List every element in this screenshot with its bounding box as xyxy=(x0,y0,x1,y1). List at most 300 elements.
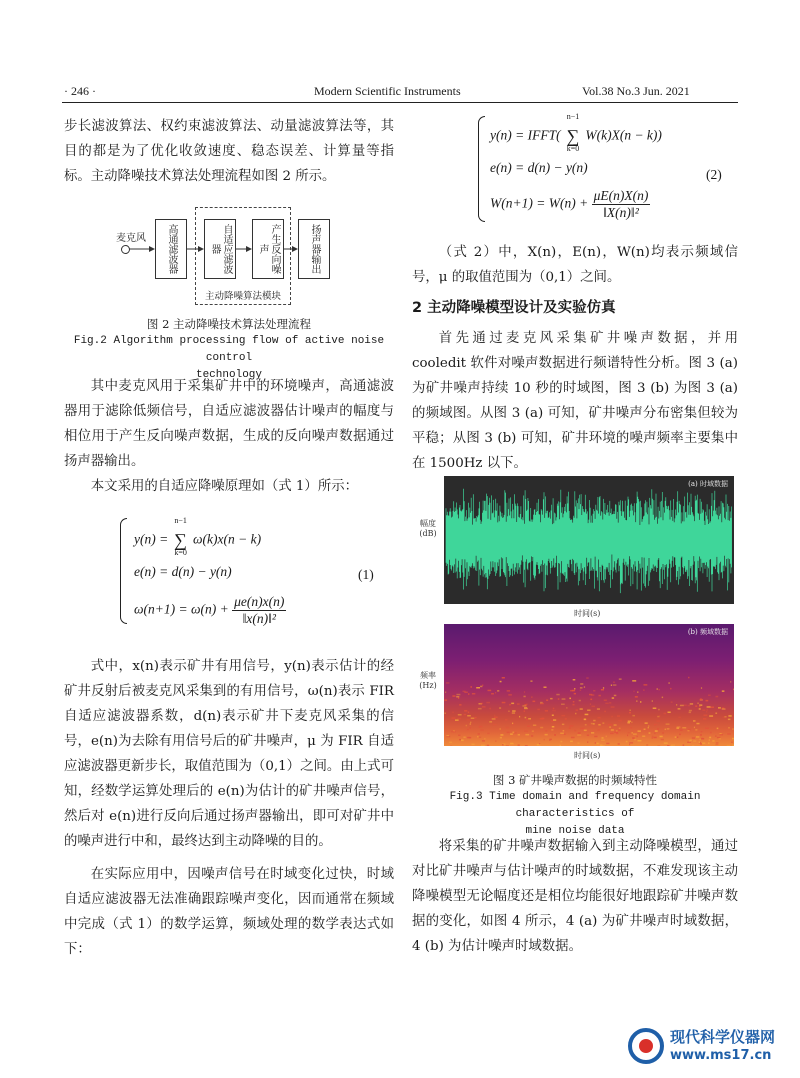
spectrogram-speck xyxy=(668,712,671,714)
spectrogram-speck xyxy=(455,719,459,721)
fig3a-time-domain-plot xyxy=(444,476,734,604)
spectrogram-speck xyxy=(495,740,496,742)
spectrogram-speck xyxy=(631,722,632,724)
spectrogram-speck xyxy=(700,734,702,736)
journal-name: Modern Scientific Instruments xyxy=(314,84,461,98)
spectrogram-speck xyxy=(574,693,576,695)
journal-issue: Vol.38 No.3 Jun. 2021 xyxy=(582,84,690,98)
spectrogram-speck xyxy=(732,738,734,740)
spectrogram-speck xyxy=(479,737,481,739)
spectrogram-speck xyxy=(594,736,597,738)
spectrogram-speck xyxy=(512,710,516,712)
spectrogram-speck xyxy=(649,732,651,734)
fig3a-ylabel: 幅度(dB) xyxy=(419,519,437,538)
module-label: 主动降噪算法模块 xyxy=(205,291,282,302)
spectrogram-speck xyxy=(471,686,472,688)
spectrogram-speck xyxy=(709,715,713,717)
spectrogram-speck xyxy=(575,713,576,715)
spectrogram-speck xyxy=(703,718,706,720)
spectrogram-speck xyxy=(580,690,581,692)
fig3a-waveform xyxy=(444,476,734,604)
right-paragraph-2: 首先通过麦克风采集矿井噪声数据，并用 cooledit 软件对噪声数据进行频谱特性分析。图 3 (a)为矿井噪声持续 10 秒的时域图，图 3 (b) 为图 3 (a)的频域图。从图 3 (a) 可知，矿井噪声分布密集但较为平稳；从图 3 (b) 可知，矿井环境的噪声频率主要集中在 1500Hz 以下。 xyxy=(412,331,738,471)
spectrogram-speck xyxy=(512,732,514,734)
spectrogram-speck xyxy=(732,728,734,730)
spectrogram-speck xyxy=(722,708,726,710)
spectrogram-speck xyxy=(619,728,621,730)
spectrogram-speck xyxy=(659,689,660,691)
spectrogram-speck xyxy=(728,727,729,729)
spectrogram-speck xyxy=(629,712,631,714)
equation-1-brace xyxy=(120,518,127,624)
spectrogram-speck xyxy=(598,717,601,719)
spectrogram-speck xyxy=(646,744,648,746)
spectrogram-speck xyxy=(573,679,576,681)
spectrogram-speck xyxy=(627,722,630,724)
spectrogram-speck xyxy=(611,706,615,708)
spectrogram-speck xyxy=(665,729,666,731)
spectrogram-speck xyxy=(595,742,596,744)
page-number: · 246 · xyxy=(64,84,96,98)
spectrogram-speck xyxy=(494,715,495,717)
spectrogram-speck xyxy=(533,701,536,703)
spectrogram-speck xyxy=(446,736,450,738)
spectrogram-speck xyxy=(551,729,553,731)
spectrogram-speck xyxy=(561,704,565,706)
spectrogram-speck xyxy=(706,700,709,702)
spectrogram-speck xyxy=(657,728,659,730)
spectrogram-speck xyxy=(669,682,670,684)
spectrogram-speck xyxy=(482,685,483,687)
spectrogram-speck xyxy=(644,684,648,686)
spectrogram-speck xyxy=(590,699,592,701)
eq2-line3a: W(n+1) = W(n) + xyxy=(490,195,592,211)
spectrogram-speck xyxy=(706,709,708,711)
spectrogram-speck xyxy=(459,739,461,741)
spectrogram-speck xyxy=(679,734,681,736)
spectrogram-speck xyxy=(611,685,612,687)
spectrogram-speck xyxy=(699,708,701,710)
spectrogram-speck xyxy=(626,741,628,743)
spectrogram-speck xyxy=(452,717,456,719)
spectrogram-speck xyxy=(453,731,456,733)
spectrogram-speck xyxy=(540,727,543,729)
spectrogram-speck xyxy=(480,686,482,688)
spectrogram-speck xyxy=(662,732,664,734)
spectrogram-speck xyxy=(545,710,548,712)
spectrogram-speck xyxy=(562,724,564,726)
spectrogram-speck xyxy=(704,715,708,717)
spectrogram-speck xyxy=(614,695,617,697)
spectrogram-speck xyxy=(590,703,591,705)
spectrogram-speck xyxy=(689,710,692,712)
spectrogram-speck xyxy=(458,714,462,716)
spectrogram-speck xyxy=(552,715,554,717)
spectrogram-speck xyxy=(700,698,702,700)
spectrogram-speck xyxy=(629,744,630,746)
spectrogram-speck xyxy=(709,739,710,741)
spectrogram-speck xyxy=(636,736,638,738)
spectrogram-speck xyxy=(517,703,520,705)
spectrogram-speck xyxy=(511,703,514,705)
spectrogram-speck xyxy=(648,727,649,729)
spectrogram-speck xyxy=(694,727,695,729)
spectrogram-speck xyxy=(458,697,459,699)
spectrogram-speck xyxy=(689,712,691,714)
spectrogram-speck xyxy=(701,731,703,733)
spectrogram-speck xyxy=(446,682,450,684)
spectrogram-speck xyxy=(554,734,556,736)
spectrogram-speck xyxy=(525,745,528,746)
eq1-frac-num: μe(n)x(n) xyxy=(234,594,285,609)
spectrogram-speck xyxy=(716,696,719,698)
spectrogram-speck xyxy=(602,745,605,746)
spectrogram-speck xyxy=(512,712,515,714)
spectrogram-speck xyxy=(690,703,693,705)
spectrogram-speck xyxy=(733,689,734,691)
spectrogram-speck xyxy=(678,708,681,710)
spectrogram-speck xyxy=(486,702,490,704)
spectrogram-speck xyxy=(604,711,606,713)
spectrogram-speck xyxy=(580,687,583,689)
spectrogram-speck xyxy=(701,738,704,740)
eq1-frac-den: ‖x(n)‖² xyxy=(242,611,276,626)
eq1-sum: ∑ xyxy=(174,530,188,550)
spectrogram-speck xyxy=(497,690,499,692)
spectrogram-speck xyxy=(502,677,505,679)
spectrogram-speck xyxy=(518,734,520,736)
spectrogram-speck xyxy=(660,736,663,738)
spectrogram-speck xyxy=(689,740,691,742)
spectrogram-speck xyxy=(701,687,702,689)
spectrogram-speck xyxy=(604,700,607,702)
spectrogram-speck xyxy=(662,697,663,699)
spectrogram-speck xyxy=(727,733,731,735)
figure-3-caption-en-1: Fig.3 Time domain and frequency domain characteristics of xyxy=(449,791,701,820)
spectrogram-speck xyxy=(695,705,697,707)
fig3b-spectrogram-texture xyxy=(444,624,734,746)
spectrogram-speck xyxy=(631,732,633,734)
watermark-name: 现代科学仪器网 xyxy=(670,1028,776,1046)
right-paragraph-3: 将采集的矿井噪声数据输入到主动降噪模型，通过对比矿井噪声与估计噪声的时域数据，不难发现该主动降噪模型无论幅度还是相位均能很好地跟踪矿井噪声数据的变化，如图 4 所示，4 (a) 为矿井噪声时域数据，4 (b) 为估计噪声时域数据。 xyxy=(412,839,738,954)
spectrogram-speck xyxy=(478,733,480,735)
spectrogram-speck xyxy=(510,743,513,745)
spectrogram-speck xyxy=(537,709,540,711)
spectrogram-speck xyxy=(657,720,661,722)
spectrogram-speck xyxy=(556,694,559,696)
spectrogram-speck xyxy=(574,730,576,732)
left-paragraph-4: 式中，x(n)表示矿井有用信号，y(n)表示估计的经矿井反射后被麦克风采集到的有用信号，ω(n)表示 FIR 自适应滤波器系数，d(n)表示矿井下麦克风采集的信号，e(n)为去除有用信号后的矿井噪声，μ 为 FIR 自适应滤波器更新步长，取值范围为（0,1）之间。由上式可知，经数学运算处理后的 e(n)为估计的矿井噪声信号，然后对 e(n)进行反向后通过扬声器输出，即可对矿井中的噪声进行中和，最终达到主动降噪的目的。 xyxy=(64,659,394,849)
spectrogram-speck xyxy=(565,718,567,720)
spectrogram-speck xyxy=(479,726,481,728)
spectrogram-speck xyxy=(638,740,642,742)
spectrogram-speck xyxy=(627,735,628,737)
spectrogram-speck xyxy=(702,743,705,745)
spectrogram-speck xyxy=(569,698,571,700)
spectrogram-speck xyxy=(617,715,620,717)
equation-2-number: (2) xyxy=(706,167,722,182)
spectrogram-speck xyxy=(489,721,492,723)
mic-label: 麦克风 xyxy=(116,233,146,244)
speaker-output-box: 扬声器输出 xyxy=(298,219,330,279)
spectrogram-speck xyxy=(601,689,604,691)
spectrogram-speck xyxy=(502,702,506,704)
spectrogram-speck xyxy=(591,723,593,725)
spectrogram-speck xyxy=(519,716,520,718)
spectrogram-speck xyxy=(450,746,452,747)
spectrogram-speck xyxy=(502,744,503,746)
spectrogram-speck xyxy=(584,686,585,688)
spectrogram-speck xyxy=(528,718,531,720)
spectrogram-speck xyxy=(468,693,469,695)
spectrogram-speck xyxy=(480,729,484,731)
spectrogram-speck xyxy=(573,704,575,706)
spectrogram-speck xyxy=(671,701,673,703)
spectrogram-speck xyxy=(642,736,645,738)
highpass-filter-box: 高通滤波器 xyxy=(155,219,187,279)
spectrogram-speck xyxy=(602,737,604,739)
spectrogram-speck xyxy=(449,742,452,744)
section-2-heading: 2 主动降噪模型设计及实验仿真 xyxy=(412,300,616,316)
eq2-frac-num: μE(n)X(n) xyxy=(593,188,649,203)
spectrogram-speck xyxy=(585,714,589,716)
spectrogram-speck xyxy=(618,720,622,722)
watermark xyxy=(626,1022,796,1072)
spectrogram-speck xyxy=(578,732,581,734)
spectrogram-speck xyxy=(573,701,575,703)
spectrogram-speck xyxy=(566,707,567,709)
spectrogram-speck xyxy=(712,740,714,742)
spectrogram-speck xyxy=(682,727,686,729)
eq2-frac-den: ‖X(n)‖² xyxy=(603,205,639,220)
spectrogram-speck xyxy=(553,719,556,721)
spectrogram-speck xyxy=(727,745,731,746)
spectrogram-speck xyxy=(472,744,475,746)
spectrogram-speck xyxy=(612,697,614,699)
spectrogram-speck xyxy=(545,734,548,736)
spectrogram-speck xyxy=(494,717,498,719)
reverse-noise-box: 产生反向噪声 xyxy=(252,219,284,279)
spectrogram-speck xyxy=(491,693,494,695)
fig3b-title: (b) 频域数据 xyxy=(687,628,728,636)
equation-2-brace xyxy=(478,116,485,222)
spectrogram-speck xyxy=(633,733,637,735)
spectrogram-speck xyxy=(464,714,466,716)
figure-3-caption-cn: 图 3 矿井噪声数据的时频域特性 xyxy=(492,773,658,787)
spectrogram-speck xyxy=(506,745,509,746)
spectrogram-speck xyxy=(586,677,589,679)
spectrogram-speck xyxy=(464,692,468,694)
spectrogram-speck xyxy=(608,724,612,726)
spectrogram-speck xyxy=(452,695,455,697)
spectrogram-speck xyxy=(587,710,590,712)
spectrogram-speck xyxy=(461,739,463,741)
spectrogram-speck xyxy=(492,718,496,720)
adaptive-filter-box: 自适应滤波器 xyxy=(204,219,236,279)
spectrogram-speck xyxy=(614,724,617,726)
spectrogram-speck xyxy=(693,720,696,722)
spectrogram-speck xyxy=(677,737,679,739)
spectrogram-speck xyxy=(456,696,459,698)
spectrogram-speck xyxy=(606,743,609,745)
spectrogram-speck xyxy=(545,730,547,732)
spectrogram-speck xyxy=(629,742,633,744)
spectrogram-speck xyxy=(487,733,489,735)
spectrogram-speck xyxy=(587,741,588,743)
spectrogram-speck xyxy=(553,708,555,710)
spectrogram-speck xyxy=(706,711,707,713)
spectrogram-speck xyxy=(733,745,735,747)
spectrogram-speck xyxy=(482,740,485,742)
spectrogram-speck xyxy=(487,745,490,746)
spectrogram-speck xyxy=(452,712,453,714)
spectrogram-speck xyxy=(593,723,595,725)
spectrogram-speck xyxy=(592,706,596,708)
eq2-sum: ∑ xyxy=(566,126,580,146)
eq2-sum-top: n−1 xyxy=(566,112,580,121)
spectrogram-speck xyxy=(652,736,654,738)
spectrogram-speck xyxy=(643,689,645,691)
spectrogram-speck xyxy=(526,719,528,721)
spectrogram-speck xyxy=(659,715,660,717)
spectrogram-speck xyxy=(475,717,477,719)
spectrogram-speck xyxy=(613,682,615,684)
spectrogram-speck xyxy=(593,720,595,722)
spectrogram-speck xyxy=(619,678,622,680)
spectrogram-speck xyxy=(728,715,731,717)
spectrogram-speck xyxy=(553,710,554,712)
spectrogram-speck xyxy=(585,724,587,726)
spectrogram-speck xyxy=(445,692,446,694)
eq1-line1b: ω(k)x(n − k) xyxy=(192,531,262,547)
spectrogram-speck xyxy=(599,695,601,697)
spectrogram-speck xyxy=(629,710,631,712)
spectrogram-speck xyxy=(482,706,486,708)
spectrogram-speck xyxy=(680,729,683,731)
spectrogram-speck xyxy=(470,722,471,724)
eq1-sum-bot: k=0 xyxy=(174,548,187,557)
eq2-line1a: y(n) = IFFT( xyxy=(490,127,561,143)
spectrogram-speck xyxy=(467,737,469,739)
spectrogram-speck xyxy=(636,700,637,702)
spectrogram-speck xyxy=(652,737,654,739)
spectrogram-speck xyxy=(481,745,485,746)
spectrogram-speck xyxy=(489,708,490,710)
spectrogram-speck xyxy=(549,740,550,742)
spectrogram-speck xyxy=(716,742,719,744)
spectrogram-speck xyxy=(658,709,659,711)
spectrogram-speck xyxy=(564,734,566,736)
spectrogram-speck xyxy=(512,723,513,725)
spectrogram-speck xyxy=(628,732,630,734)
eq2-line2: e(n) = d(n) − y(n) xyxy=(490,160,588,175)
equation-1-number: (1) xyxy=(358,567,374,582)
spectrogram-speck xyxy=(640,701,641,703)
spectrogram-speck xyxy=(696,723,699,725)
spectrogram-speck xyxy=(527,725,530,727)
spectrogram-speck xyxy=(676,727,679,729)
spectrogram-speck xyxy=(688,729,691,731)
spectrogram-speck xyxy=(695,729,697,731)
spectrogram-speck xyxy=(532,730,534,732)
spectrogram-speck xyxy=(667,728,670,730)
spectrogram-speck xyxy=(699,739,701,741)
spectrogram-speck xyxy=(589,724,590,726)
spectrogram-speck xyxy=(717,728,719,730)
spectrogram-speck xyxy=(444,699,447,701)
spectrogram-speck xyxy=(692,737,695,739)
spectrogram-speck xyxy=(692,746,694,747)
spectrogram-speck xyxy=(569,725,573,727)
spectrogram-speck xyxy=(539,743,541,745)
spectrogram-speck xyxy=(445,713,446,715)
spectrogram-speck xyxy=(463,737,465,739)
spectrogram-speck xyxy=(571,737,575,739)
left-paragraph-5: 在实际应用中，因噪声信号在时域变化过快，时域自适应滤波器无法准确跟踪噪声变化，因而通常在频域中完成（式 1）的数学运算，频域处理的数学表达式如下： xyxy=(64,867,394,957)
spectrogram-speck xyxy=(606,736,607,738)
spectrogram-speck xyxy=(601,740,605,742)
right-paragraph-1: （式 2）中，X(n)，E(n)，W(n)均表示频域信号，μ 的取值范围为（0,1）之间。 xyxy=(412,245,738,285)
spectrogram-speck xyxy=(550,698,553,700)
spectrogram-speck xyxy=(654,733,655,735)
spectrogram-speck xyxy=(699,704,702,706)
figure-2-caption-en-1: Fig.2 Algorithm processing flow of active noise control xyxy=(73,335,385,364)
spectrogram-speck xyxy=(661,739,664,741)
spectrogram-speck xyxy=(666,723,670,725)
spectrogram-speck xyxy=(524,731,528,733)
spectrogram-speck xyxy=(591,732,594,734)
spectrogram-speck xyxy=(618,729,620,731)
spectrogram-speck xyxy=(654,724,658,726)
spectrogram-speck xyxy=(500,734,503,736)
spectrogram-speck xyxy=(609,726,610,728)
spectrogram-speck xyxy=(655,730,658,732)
spectrogram-speck xyxy=(597,729,600,731)
spectrogram-speck xyxy=(630,727,632,729)
spectrogram-speck xyxy=(616,733,618,735)
spectrogram-speck xyxy=(708,695,711,697)
spectrogram-speck xyxy=(531,696,533,698)
spectrogram-speck xyxy=(652,700,653,702)
spectrogram-speck xyxy=(563,730,565,732)
eq1-line1a: y(n) = xyxy=(134,531,172,547)
spectrogram-speck xyxy=(476,687,480,689)
spectrogram-speck xyxy=(464,710,467,712)
spectrogram-speck xyxy=(632,737,635,739)
spectrogram-speck xyxy=(522,705,526,707)
spectrogram-speck xyxy=(569,728,571,730)
waveform-path xyxy=(446,489,732,593)
spectrogram-speck xyxy=(560,733,564,735)
spectrogram-speck xyxy=(718,707,721,709)
spectrogram-speck xyxy=(577,742,579,744)
spectrogram-speck xyxy=(577,734,581,736)
spectrogram-speck xyxy=(530,680,532,682)
spectrogram-speck xyxy=(546,700,548,702)
spectrogram-speck xyxy=(552,726,555,728)
spectrogram-speck xyxy=(533,725,536,727)
spectrogram-speck xyxy=(544,739,545,741)
spectrogram-speck xyxy=(472,693,475,695)
spectrogram-speck xyxy=(597,708,600,710)
spectrogram-speck xyxy=(715,744,718,746)
spectrogram-speck xyxy=(470,723,471,725)
spectrogram-speck xyxy=(540,718,544,720)
spectrogram-speck xyxy=(562,698,566,700)
spectrogram-speck xyxy=(637,691,638,693)
spectrogram-speck xyxy=(570,690,574,692)
figure-3-caption xyxy=(412,772,738,840)
spectrogram-speck xyxy=(730,681,731,683)
